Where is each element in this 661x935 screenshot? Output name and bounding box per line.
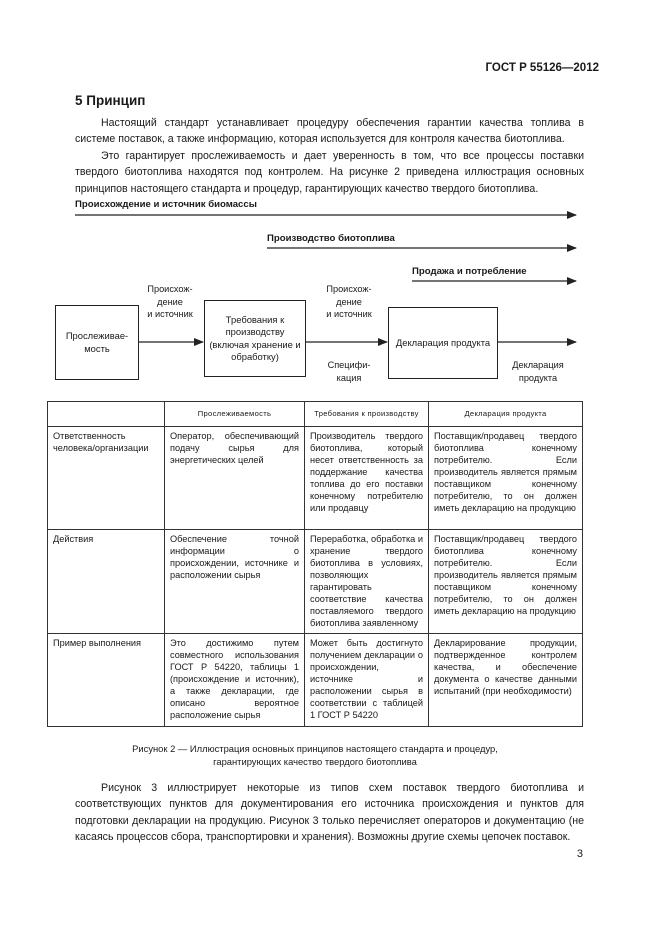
arrow-label-origin: Происхождение и источник биомассы (75, 199, 257, 210)
intro-paragraph-2: Это гарантирует прослеживаемость и дает уверенность в том, что все процессы поставки твердого биотоплива находятся под контролем. На рисунке 2 приведена иллюстрация основных принципов настоящего стандарта и процедур, гарантирующих качество твердого биотоплива. (75, 149, 584, 195)
note-origin-2 (315, 283, 383, 321)
row-label: Ответственность человека/организации (48, 427, 165, 530)
note-line: дение (157, 296, 183, 307)
table-cell: Обеспечение точной информации о происхождении, источнике и расположении сырья (165, 530, 305, 634)
table-cell: Поставщик/продавец твердого биотоплива конечному потребителю. Если производитель является прямым поставщиком конечному потребителю, то он должен иметь декларацию на продукцию (429, 530, 583, 634)
note-specification (318, 359, 380, 384)
intro-paragraph-1: Настоящий стандарт устанавливает процедуру обеспечения гарантии качества топлива в системе поставок, а также информацию, которая используется для контроля качества биотоплива. (75, 117, 584, 146)
production-requirements-box (204, 300, 306, 377)
row-label: Действия (48, 530, 165, 634)
note-line: кация (336, 372, 362, 383)
principles-table (47, 401, 583, 727)
note-line: продукта (518, 372, 558, 383)
note-line: и источник (326, 309, 372, 319)
table-cell: Декларирование продукции, подтвержденное контролем качества, и обеспечение документа о качестве данными испытаний (при необходимости) (429, 634, 583, 727)
note-line: Происхож- (147, 284, 193, 294)
note-declaration (503, 359, 573, 384)
table-header-row (48, 402, 583, 427)
table-header-empty (48, 402, 165, 427)
note-line: Происхож- (326, 284, 372, 294)
page-number: 3 (576, 848, 583, 860)
table-cell: Оператор, обеспечивающий подачу сырья для энергетических целей (165, 427, 305, 530)
production-requirements-label: Требования к производству (включая хранение и обработку) (209, 313, 301, 362)
outro-text (75, 780, 584, 846)
table-cell: Это достижимо путем совместного использования ГОСТ Р 54220, таблицы 1 (происхождение и источник), а также декларации, где описано вероятное расположение сырья (165, 634, 305, 727)
table-row (48, 634, 583, 727)
arrow-label-sales: Продажа и потребление (412, 266, 527, 277)
table-cell: Производитель твердого биотоплива, который несет ответственность за поддержание качества топлива до его поставки конечному потребителю или продавцу (305, 427, 429, 530)
table-cell: Может быть достигнуто получением декларации о происхождении, источнике и расположении сырья в соответствии с таблицей 1 ГОСТ Р 54220 (305, 634, 429, 727)
table-header-declaration: Декларация продукта (429, 402, 583, 427)
arrow-label-production: Производство биотоплива (267, 233, 395, 244)
caption-line-1: Рисунок 2 — Иллюстрация основных принципов настоящего стандарта и процедур, (132, 743, 498, 754)
table-cell: Переработка, обработка и хранение твердого биотоплива в условиях, позволяющих гарантировать соответствие качества поставляемого твердого биотоплива заявленному (305, 530, 429, 634)
section-title: 5 Принцип (75, 93, 146, 108)
traceability-box (55, 305, 139, 380)
document-id: ГОСТ Р 55126—2012 (485, 62, 599, 74)
row-label: Пример выполнения (48, 634, 165, 727)
table-cell: Поставщик/продавец твердого биотоплива конечному потребителю. Если производитель является прямым поставщиком конечному потребителю, то он должен иметь декларацию на продукцию (429, 427, 583, 530)
note-line: и источник (147, 309, 193, 319)
note-line: Декларация (512, 360, 564, 370)
note-line: дение (336, 296, 362, 307)
caption-line-2: гарантирующих качество твердого биотоплива (213, 756, 417, 767)
outro-paragraph: Рисунок 3 иллюстрирует некоторые из типов схем поставок твердого биотоплива и соответствующих пунктов для документирования его источника происхождения и пунктов для подготовки декларации на продукцию. Рисунок 3 только перечисляет операторов и документацию (не касаясь процессов сбора, транспортировки и хранения). Возможны другие схемы цепочек поставок. (75, 782, 584, 844)
note-origin-1 (138, 283, 202, 321)
table-row (48, 427, 583, 530)
table-header-requirements: Требования к производству (305, 402, 429, 427)
table-row (48, 530, 583, 634)
table-header-traceability: Прослеживаемость (165, 402, 305, 427)
product-declaration-label: Декларация продукта (395, 336, 491, 348)
traceability-box-label: Прослеживае-мость (65, 330, 129, 354)
note-line: Специфи- (327, 360, 371, 370)
figure-caption (110, 742, 520, 768)
product-declaration-box (388, 307, 498, 379)
